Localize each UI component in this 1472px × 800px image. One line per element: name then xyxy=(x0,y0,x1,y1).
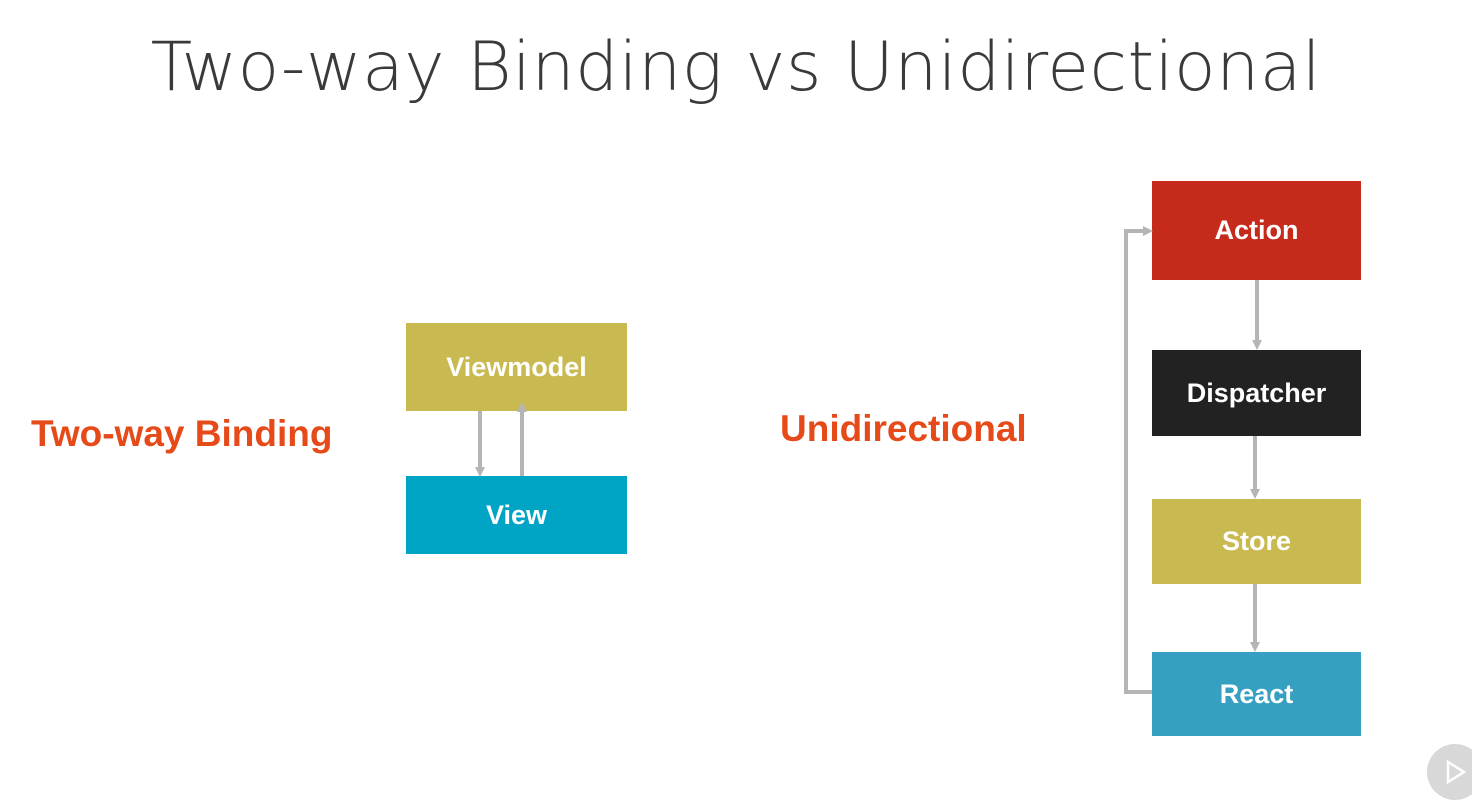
react-box: React xyxy=(1152,652,1361,736)
store-box: Store xyxy=(1152,499,1361,584)
dispatcher-box: Dispatcher xyxy=(1152,350,1361,436)
viewmodel-box: Viewmodel xyxy=(406,323,627,411)
unidirectional-label: Unidirectional xyxy=(780,408,1027,449)
play-icon[interactable] xyxy=(1427,744,1472,800)
slide-title: Two-way Binding vs Unidirectional xyxy=(150,28,1322,107)
react-to-action-loop-arrow xyxy=(1126,231,1152,692)
two-way-binding-label: Two-way Binding xyxy=(31,413,333,454)
view-box: View xyxy=(406,476,627,554)
action-box: Action xyxy=(1152,181,1361,280)
